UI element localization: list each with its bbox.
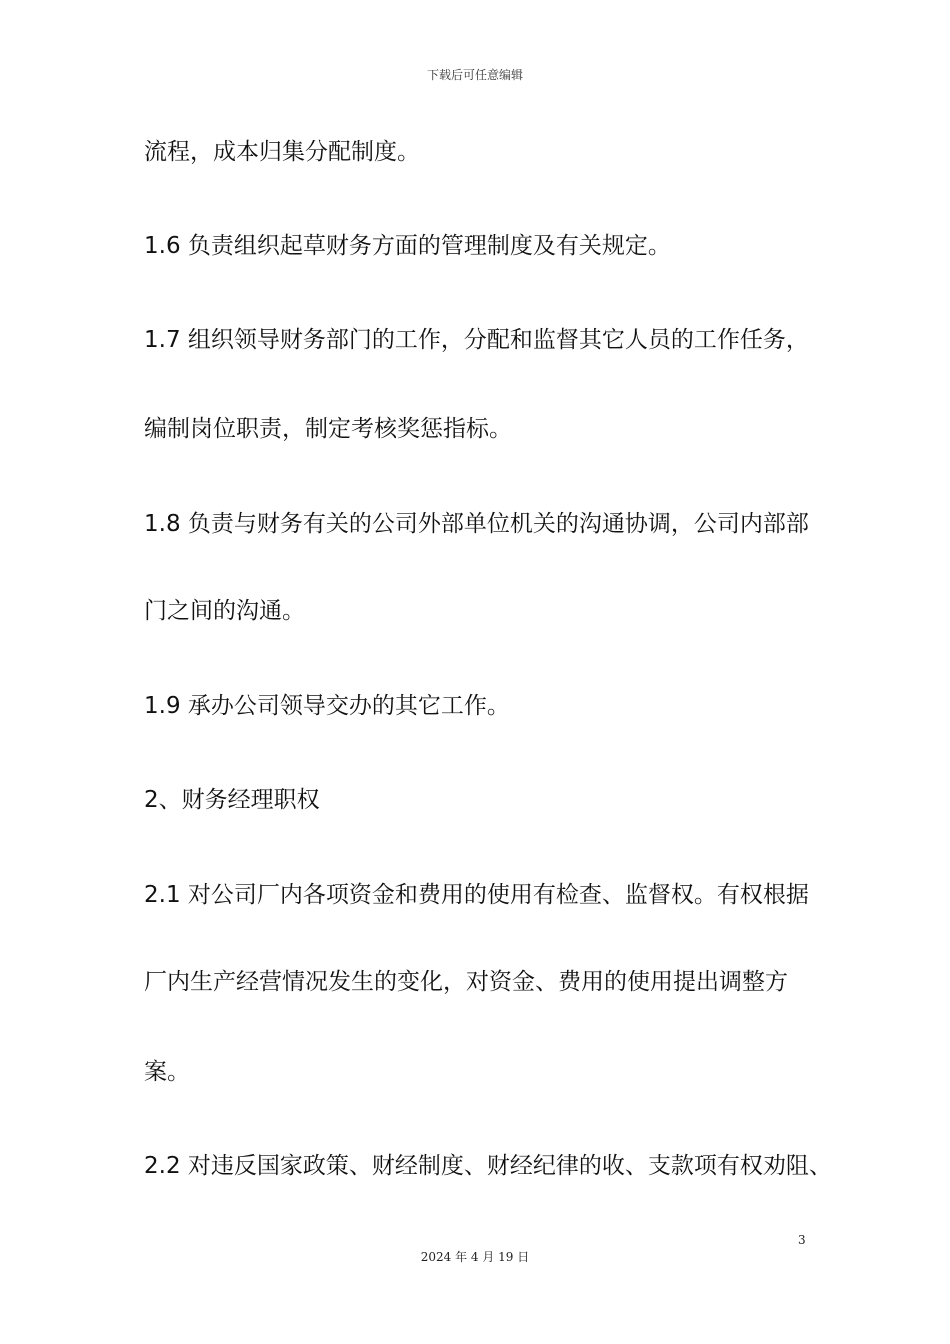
body-line: 2.2 对违反国家政策、财经制度、财经纪律的收、支款项有权劝阻、 (144, 1153, 832, 1179)
body-line: 1.7 组织领导财务部门的工作，分配和监督其它人员的工作任务， (144, 327, 809, 353)
body-line: 编制岗位职责，制定考核奖惩指标。 (144, 416, 512, 442)
body-line: 1.9 承办公司领导交办的其它工作。 (144, 693, 510, 719)
page-header: 下载后可任意编辑 (426, 68, 523, 82)
body-line: 门之间的沟通。 (144, 598, 305, 624)
body-line: 流程，成本归集分配制度。 (144, 139, 420, 165)
body-line: 1.8 负责与财务有关的公司外部单位机关的沟通协调，公司内部部 (144, 511, 809, 537)
footer-date: 2024 年 4 月 19 日 (420, 1250, 530, 1264)
body-line: 厂内生产经营情况发生的变化，对资金、费用的使用提出调整方 (144, 969, 788, 995)
body-line: 案。 (144, 1059, 190, 1085)
section-heading: 2、财务经理职权 (144, 787, 320, 813)
body-line: 2.1 对公司厂内各项资金和费用的使用有检查、监督权。有权根据 (144, 882, 809, 908)
body-line: 1.6 负责组织起草财务方面的管理制度及有关规定。 (144, 233, 671, 259)
page-number: 3 (798, 1233, 806, 1247)
